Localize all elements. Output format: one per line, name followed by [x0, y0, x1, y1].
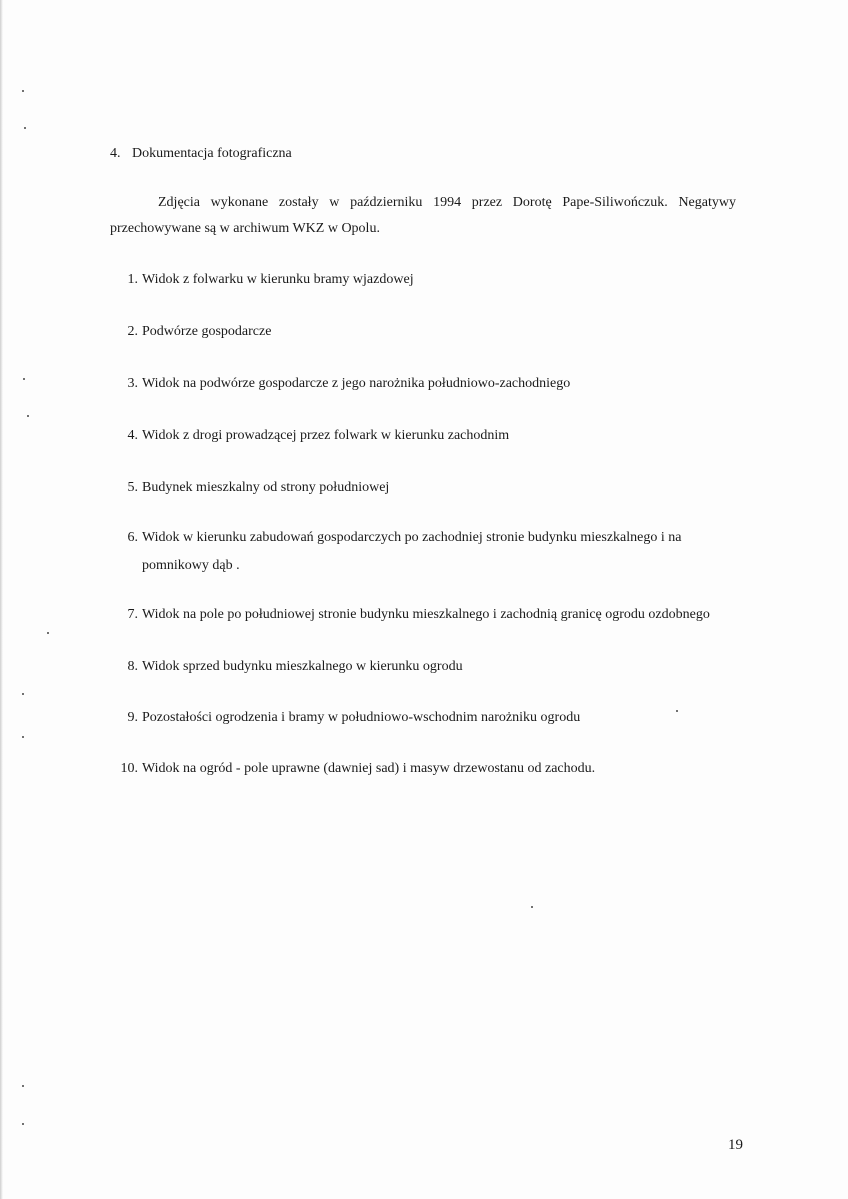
- photo-caption: Widok sprzed budynku mieszkalnego w kierunku ogrodu: [142, 659, 463, 674]
- scan-speck: [531, 906, 533, 908]
- photo-list-item: [116, 480, 389, 496]
- photo-number: 5.: [127, 480, 138, 495]
- photo-list-item: [116, 710, 580, 726]
- scan-speck: [22, 1123, 24, 1125]
- scan-edge: [0, 0, 3, 1199]
- intro-line-2: przechowywane są w archiwum WKZ w Opolu.: [110, 221, 380, 236]
- scan-speck: [27, 415, 29, 417]
- photo-caption: Pozostałości ogrodzenia i bramy w południowo-wschodnim narożniku ogrodu: [142, 710, 581, 725]
- photo-caption: Widok na pole po południowej stronie budynku mieszkalnego i zachodnią granicę ogrodu ozdobnego: [142, 607, 710, 622]
- section-number: 4.: [110, 146, 121, 161]
- photo-number: 1.: [127, 272, 138, 287]
- photo-caption: Widok z folwarku w kierunku bramy wjazdowej: [142, 272, 414, 287]
- photo-number: 9.: [127, 710, 138, 725]
- section-title: Dokumentacja fotograficzna: [132, 146, 292, 161]
- photo-number: 10.: [120, 761, 138, 776]
- scan-speck: [676, 710, 678, 712]
- scan-speck: [22, 736, 24, 738]
- page-number: 19: [728, 1137, 743, 1153]
- scan-speck: [23, 378, 25, 380]
- photo-caption: Widok na ogród - pole uprawne (dawniej sad) i masyw drzewostanu od zachodu.: [142, 761, 596, 776]
- intro-line-1: Zdjęcia wykonane zostały w październiku 1994 przez Dorotę Pape-Siliwończuk. Negatywy: [158, 195, 736, 210]
- photo-list-item: [116, 659, 463, 675]
- photo-caption: Budynek mieszkalny od strony południowej: [142, 480, 390, 495]
- photo-list-item: [116, 324, 271, 340]
- photo-list-item: [116, 428, 509, 444]
- photo-list-item: [116, 376, 570, 392]
- intro-paragraph: [110, 190, 736, 242]
- photo-list-item: [110, 761, 595, 777]
- photo-list-item: [116, 607, 710, 623]
- photo-caption-continuation: pomnikowy dąb .: [142, 558, 240, 573]
- photo-number: 3.: [127, 376, 138, 391]
- photo-list-item: [116, 530, 681, 574]
- scan-speck: [22, 90, 24, 92]
- photo-number: 8.: [127, 659, 138, 674]
- photo-caption: Widok z drogi prowadzącej przez folwark w kierunku zachodnim: [142, 428, 510, 443]
- photo-caption: Widok na podwórze gospodarcze z jego narożnika południowo-zachodniego: [142, 376, 571, 391]
- photo-number: 6.: [127, 530, 138, 545]
- photo-number: 7.: [127, 607, 138, 622]
- scan-speck: [22, 693, 24, 695]
- photo-caption: Podwórze gospodarcze: [142, 324, 272, 339]
- scan-speck: [47, 632, 49, 634]
- scan-speck: [22, 1085, 24, 1087]
- photo-caption: Widok w kierunku zabudowań gospodarczych po zachodniej stronie budynku mieszkalnego i na: [142, 530, 682, 545]
- photo-number: 2.: [127, 324, 138, 339]
- photo-list-item: [116, 272, 414, 288]
- section-heading: [110, 146, 292, 162]
- photo-number: 4.: [127, 428, 138, 443]
- scan-speck: [24, 127, 26, 129]
